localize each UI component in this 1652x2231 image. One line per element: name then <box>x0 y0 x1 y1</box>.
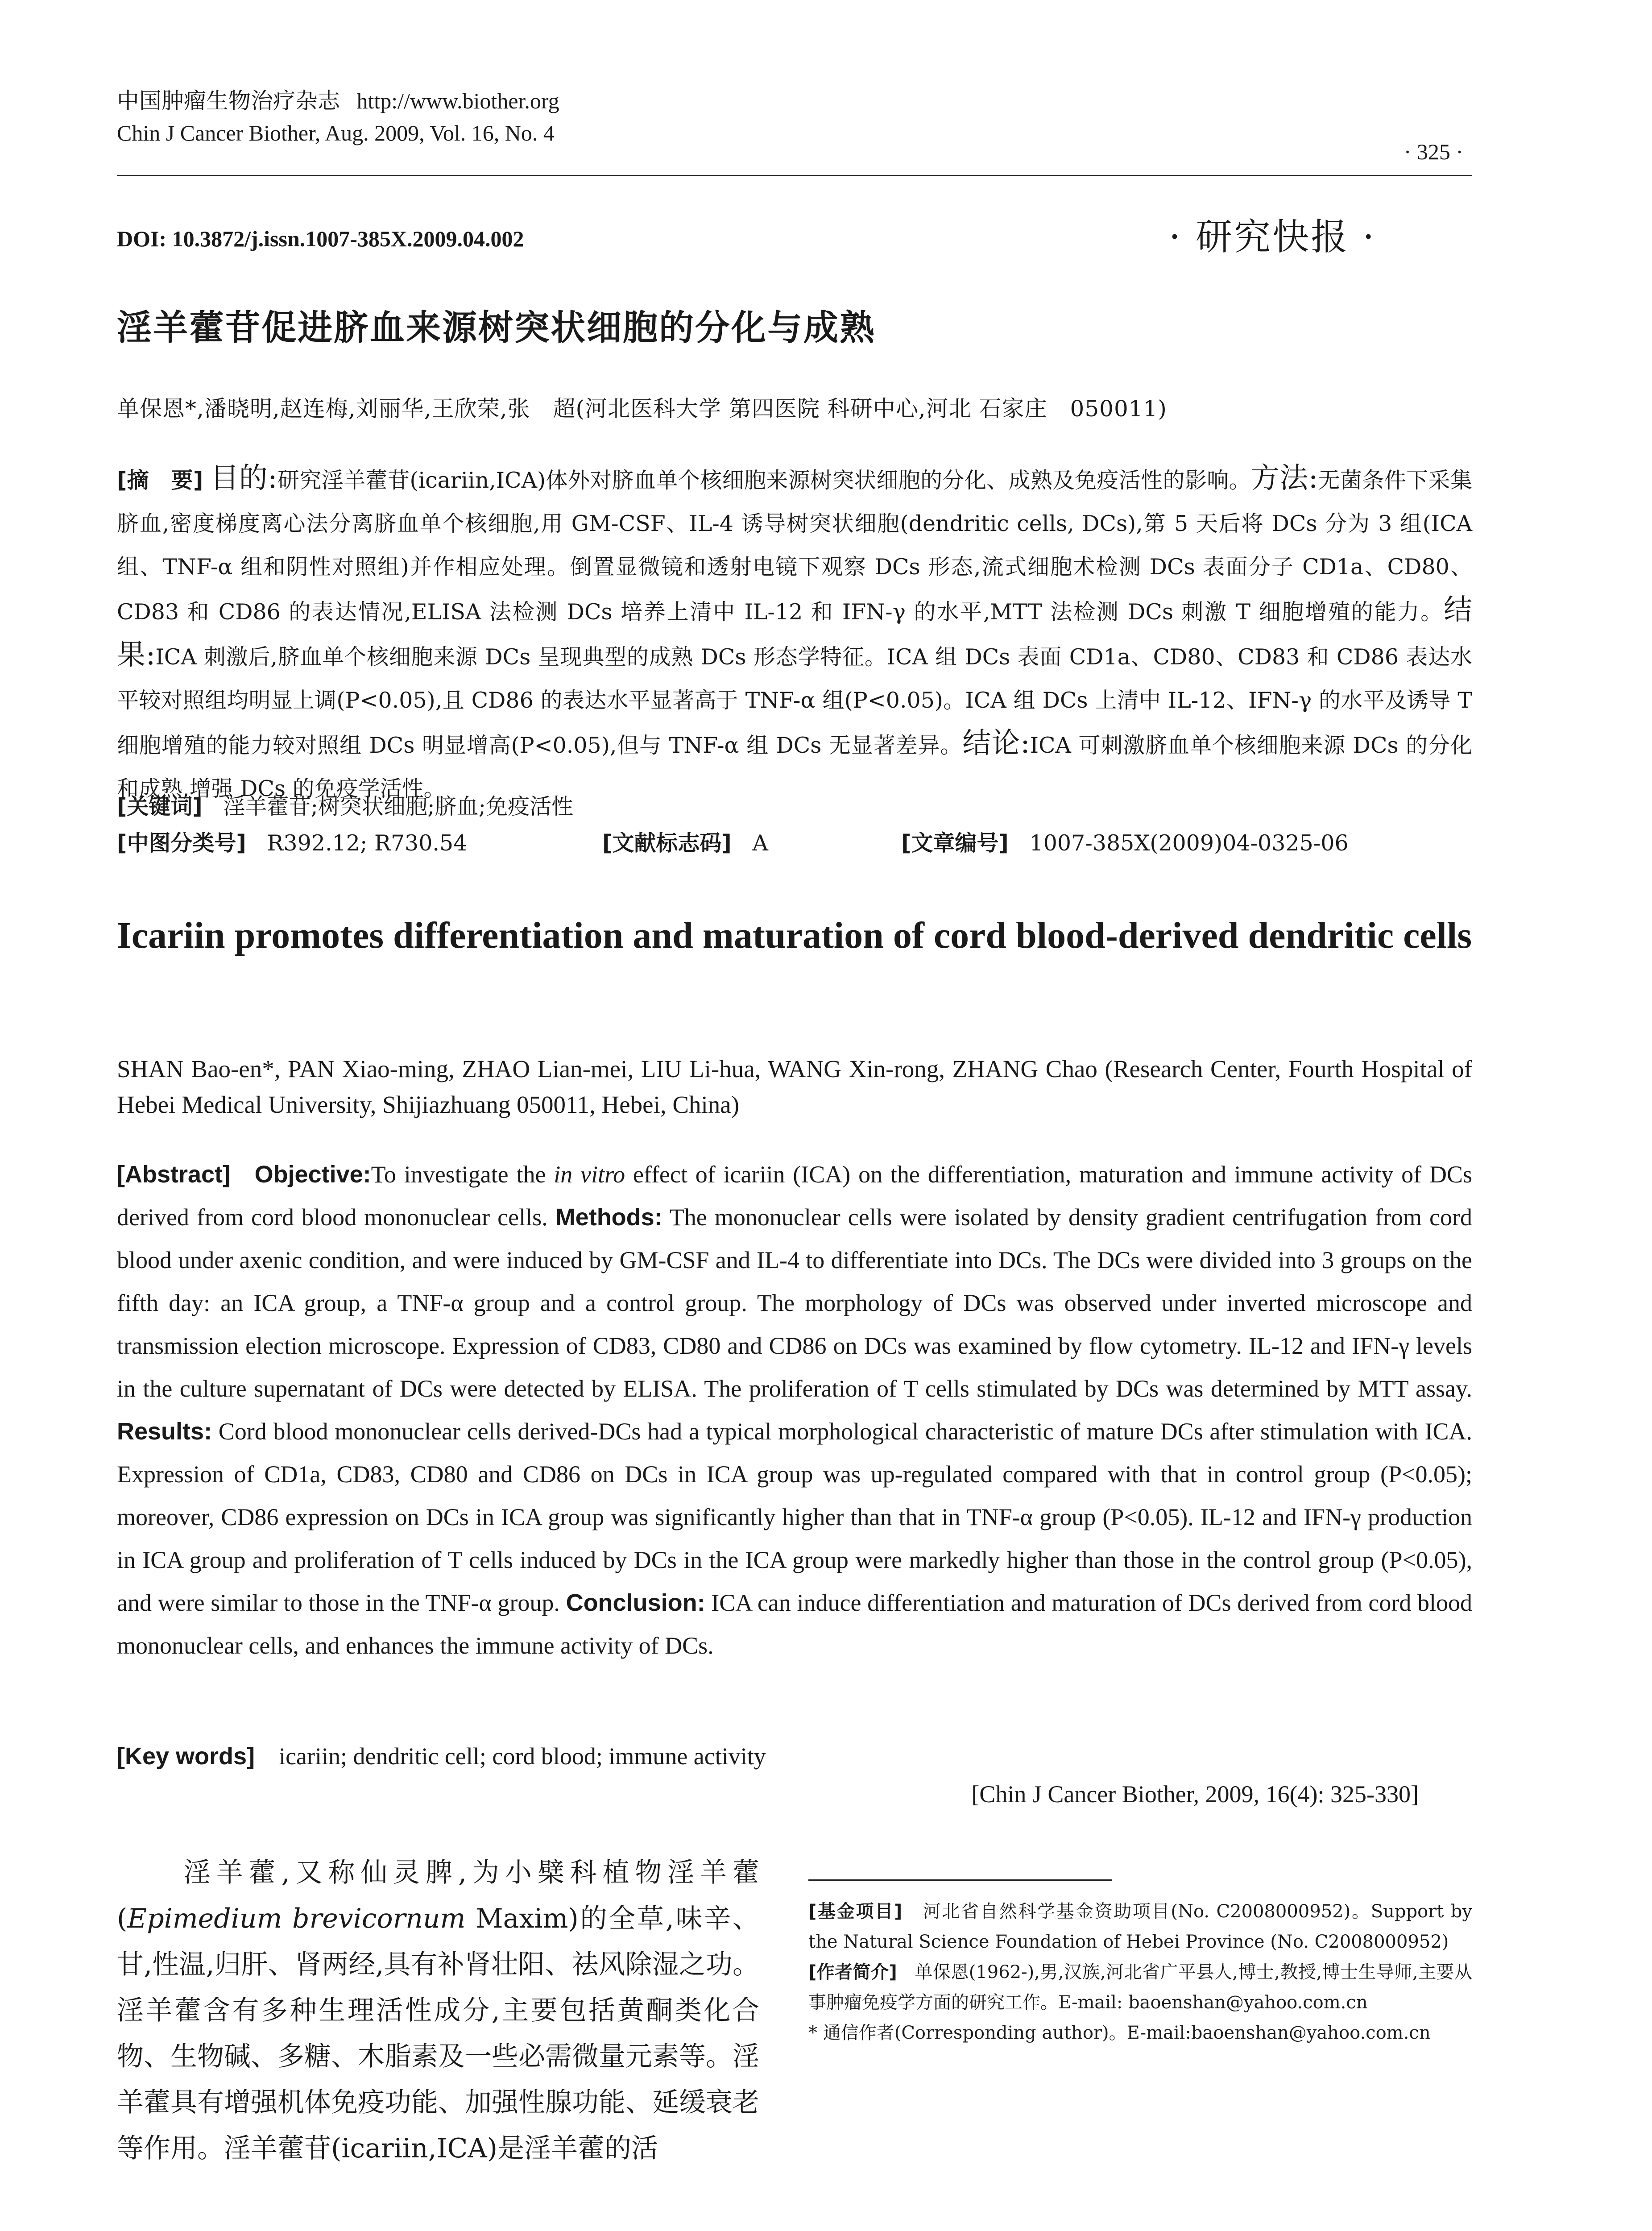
author-text: 单保恩(1962-),男,汉族,河北省广平县人,博士,教授,博士生导师,主要从事肿瘤免疫学方面的研究工作。E-mail: baoenshan@yahoo.com.cn <box>808 1962 1472 2013</box>
en-keywords <box>117 1735 1472 1778</box>
footnote-corresponding: * 通信作者(Corresponding author)。E-mail:baoenshan@yahoo.com.cn <box>808 2023 1431 2043</box>
en-objective-b: effect of icariin (ICA) on the differentiation, maturation and immune activity of DCs derived from cord blood mononuclear cells. <box>117 1161 1472 1231</box>
en-keywords-text: icariin; dendritic cell; cord blood; immune activity <box>279 1743 766 1770</box>
en-abstract-label: [Abstract] <box>117 1161 231 1188</box>
en-results: Cord blood mononuclear cells derived-DCs had a typical morphological characteristic of mature DCs after stimulation with ICA. Expression of CD1a, CD83, CD80 and CD86 on DCs in ICA group was up-regulated compared with that in control group (P<0.05); moreover, CD86 expression on DCs in ICA group was significantly higher than that in TNF-α group (P<0.05). IL-12 and IFN-γ production in ICA group and proliferation of T cells induced by DCs in the ICA group were markedly higher than those in the control group (P<0.05), and were similar to those in the TNF-α group. <box>117 1418 1472 1616</box>
footnotes <box>808 1896 1472 2048</box>
en-objective-em: in vitro <box>554 1161 625 1188</box>
article-label: [文章编号] <box>901 830 1009 856</box>
clc-value: R392.12; R730.54 <box>267 830 468 856</box>
cn-objective: 研究淫羊藿苷(icariin,ICA)体外对脐血单个核细胞来源树突状细胞的分化、成熟及免疫活性的影响。 <box>277 468 1251 493</box>
header-rule <box>117 175 1472 176</box>
en-methods: The mononuclear cells were isolated by density gradient centrifugation from cord blood under axenic condition, and were induced by GM-CSF and IL-4 to differentiate into DCs. The DCs were divided into 3 groups on the fifth day: an ICA group, a TNF-α group and a control group. The morphology of DCs was observed under inverted microscope and transmission election microscope. Expression of CD83, CD80 and CD86 on DCs was examined by flow cytometry. IL-12 and IFN-γ levels in the culture supernatant of DCs were detected by ELISA. The proliferation of T cells stimulated by DCs was determined by MTT assay. <box>117 1204 1472 1402</box>
article-number <box>901 826 1349 860</box>
cn-objective-label: 目的: <box>210 462 277 495</box>
fund-text: 河北省自然科学基金资助项目(No. C2008000952)。Support by the Natural Science Foundation of Hebei Province (No. C2008000952) <box>808 1901 1473 1952</box>
doc-value: A <box>752 830 768 856</box>
cn-abstract-label: [摘 要] <box>117 468 203 493</box>
cn-results-label: 结果: <box>117 593 1472 672</box>
footnote-fund <box>808 1896 1472 1957</box>
en-authors: SHAN Bao-en*, PAN Xiao-ming, ZHAO Lian-mei, LIU Li-hua, WANG Xin-rong, ZHANG Chao (Research Center, Fourth Hospital of Hebei Medical University, Shijiazhuang 050011, Hebei, China) <box>117 1055 1472 1118</box>
body-paragraph <box>117 1850 759 2172</box>
en-objective-label: Objective: <box>254 1161 371 1188</box>
body-latin-name: Epimedium brevicornum <box>127 1903 466 1934</box>
cn-authors: 单保恩*,潘晓明,赵连梅,刘丽华,王欣荣,张 超(河北医科大学 第四医院 科研中心,河北 石家庄 050011) <box>117 396 1167 422</box>
cn-title: 淫羊藿苷促进脐血来源树突状细胞的分化与成熟 <box>117 308 876 348</box>
doc-label: [文献标志码] <box>602 830 732 856</box>
en-conclusion: ICA can induce differentiation and maturation of DCs derived from cord blood mononuclear cells, and enhances the immune activity of DCs. <box>117 1589 1473 1659</box>
footnote-rule <box>808 1879 1112 1881</box>
journal-header <box>117 85 965 149</box>
column-tag: · 研究快报 · <box>1169 216 1376 258</box>
article-value: 1007-385X(2009)04-0325-06 <box>1029 830 1349 856</box>
doi[interactable]: DOI: 10.3872/j.issn.1007-385X.2009.04.002 <box>117 226 524 251</box>
page-number: · 325 · <box>1404 139 1463 164</box>
cn-methods: 无菌条件下采集脐血,密度梯度离心法分离脐血单个核细胞,用 GM-CSF、IL-4 诱导树突状细胞(dendritic cells, DCs),第 5 天后将 DCs 分为 3 组(ICA 组、TNF-α 组和阴性对照组)并作相应处理。倒置显微镜和透射电镜下观察 DCs 形态,流式细胞术检测 DCs 表面分子 CD1a、CD80、CD83 和 CD86 的表达情况,ELISA 法检测 DCs 培养上清中 IL-12 和 IFN-γ 的水平,MTT 法检测 DCs 刺激 T 细胞增殖的能力。 <box>117 468 1473 625</box>
journal-url[interactable]: http://www.biother.org <box>356 88 559 113</box>
cn-keywords-label: [关键词] <box>117 794 203 819</box>
en-keywords-label: [Key words] <box>117 1743 255 1770</box>
en-objective-a: To investigate the <box>371 1161 554 1188</box>
cn-keywords-text: 淫羊藿苷;树突状细胞;脐血;免疫活性 <box>223 794 574 819</box>
footnote-author <box>808 1957 1472 2018</box>
fund-label: [基金项目] <box>808 1901 903 1922</box>
body-text-a: 淫羊藿,又称仙灵脾,为小檗科植物淫羊藿( <box>117 1857 759 1934</box>
journal-issue: Chin J Cancer Biother, Aug. 2009, Vol. 16, No. 4 <box>117 120 555 145</box>
doc-code <box>602 826 768 860</box>
cn-results: ICA 刺激后,脐血单个核细胞来源 DCs 呈现典型的成熟 DCs 形态学特征。ICA 组 DCs 表面 CD1a、CD80、CD83 和 CD86 表达水平较对照组均明显上调(P<0.05),且 CD86 的表达水平显著高于 TNF-α 组(P<0.05)。ICA 组 DCs 上清中 IL-12、IFN-γ 的水平及诱导 T 细胞增殖的能力较对照组 DCs 明显增高(P<0.05),但与 TNF-α 组 DCs 无显著差异。 <box>117 644 1473 758</box>
clc-label: [中图分类号] <box>117 830 246 856</box>
cn-conclusion: ICA 可刺激脐血单个核细胞来源 DCs 的分化和成熟,增强 DCs 的免疫学活性。 <box>117 733 1472 801</box>
en-conclusion-label: Conclusion: <box>566 1589 705 1616</box>
body-text-b: Maxim)的全草,味辛、甘,性温,归肝、肾两经,具有补肾壮阳、祛风除湿之功。淫羊藿含有多种生理活性成分,主要包括黄酮类化合物、生物碱、多糖、木脂素及一些必需微量元素等。淫羊藿具有增强机体免疫功能、加强性腺功能、延缓衰老等作用。淫羊藿苷(icariin,ICA)是淫羊藿的活 <box>117 1903 759 2164</box>
cn-methods-label: 方法: <box>1250 462 1318 495</box>
citation: [Chin J Cancer Biother, 2009, 16(4): 325-330] <box>971 1781 1419 1808</box>
cn-keywords <box>117 790 1472 824</box>
author-label: [作者简介] <box>808 1962 897 1982</box>
journal-name-cn: 中国肿瘤生物治疗杂志 <box>117 88 340 113</box>
cn-conclusion-label: 结论: <box>962 727 1030 760</box>
en-results-label: Results: <box>117 1418 212 1445</box>
en-methods-label: Methods: <box>555 1204 662 1231</box>
en-abstract <box>117 1153 1472 1667</box>
cn-abstract <box>117 457 1472 810</box>
en-title: Icariin promotes differentiation and maturation of cord blood-derived dendritic cells <box>117 915 1472 956</box>
